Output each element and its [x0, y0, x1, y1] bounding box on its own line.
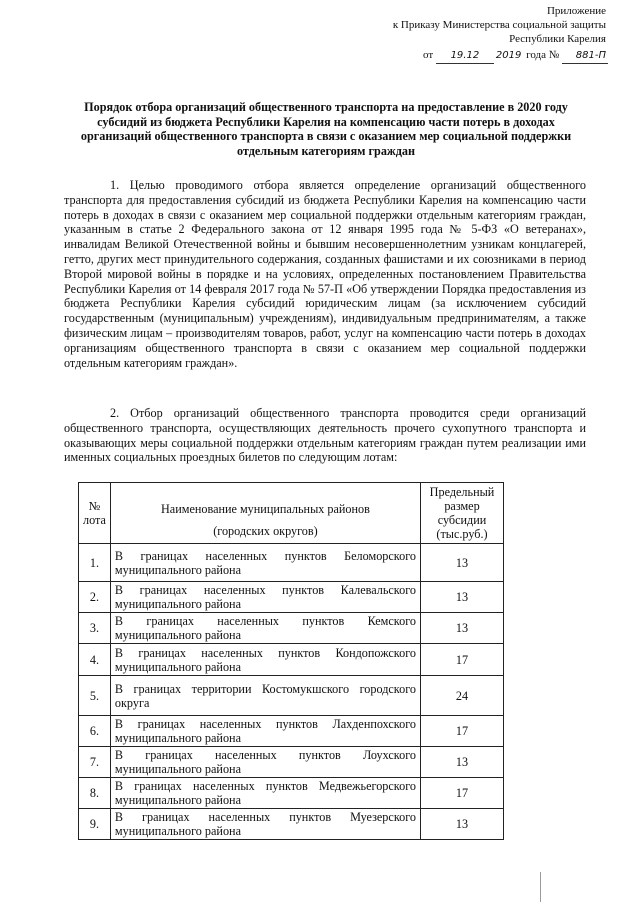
date-year: 2019	[495, 50, 522, 61]
lot-number: 5.	[79, 676, 111, 716]
handwritten-order-number: 881-П	[562, 49, 608, 64]
district-name: В границах населенных пунктов Калевальского муниципального района	[110, 582, 420, 613]
table-header-row	[79, 483, 504, 544]
subsidy-value: 13	[421, 582, 504, 613]
table-row	[79, 809, 504, 840]
table-row	[79, 544, 504, 582]
table-row	[79, 582, 504, 613]
table-row	[79, 613, 504, 644]
lot-number: 7.	[79, 747, 111, 778]
table-row	[79, 716, 504, 747]
district-name: В границах населенных пунктов Кемского муниципального района	[110, 613, 420, 644]
document-title: Порядок отбора организаций общественного транспорта на предоставление в 2020 году субсидий из бюджета Республики Карелия на компенсацию части потерь в доходах организаций общественного транспорта в связи с оказанием мер социальной поддержки отдельным категориям граждан	[80, 100, 572, 158]
subsidy-value: 17	[421, 778, 504, 809]
lot-number: 2.	[79, 582, 111, 613]
lot-number: 4.	[79, 644, 111, 676]
lot-number: 3.	[79, 613, 111, 644]
subsidy-value: 13	[421, 613, 504, 644]
handwritten-date: 19.12	[436, 49, 494, 64]
header-date-line	[423, 48, 608, 64]
column-header-subsidy: Предельный размер субсидии (тыс.руб.)	[421, 483, 504, 544]
lot-number: 9.	[79, 809, 111, 840]
scan-artifact-line	[540, 872, 541, 902]
column-header-district-line1: Наименование муниципальных районов	[161, 502, 370, 516]
column-header-district	[110, 483, 420, 544]
date-prefix: от	[422, 49, 434, 61]
lot-number: 1.	[79, 544, 111, 582]
date-suffix: года №	[526, 49, 560, 61]
subsidy-value: 24	[421, 676, 504, 716]
table-row	[79, 644, 504, 676]
header-republic: Республики Карелия	[509, 33, 606, 45]
paragraph-2: 2. Отбор организаций общественного транспорта проводится среди организаций общественного транспорта, осуществляющих деятельность прочего сухопутного транспорта и оказывающих меры социальной поддержки отдельным категориям граждан путем реализации ими именных социальных проездных билетов по следующим лотам:	[64, 406, 586, 465]
column-header-lot-number	[79, 483, 111, 544]
lot-number: 8.	[79, 778, 111, 809]
column-header-lot-number-line2: лота	[83, 513, 106, 527]
district-name: В границах населенных пунктов Лахденпохского муниципального района	[110, 716, 420, 747]
lot-number: 6.	[79, 716, 111, 747]
district-name: В границах населенных пунктов Медвежьегорского муниципального района	[110, 778, 420, 809]
header-appendix: Приложение	[546, 5, 606, 17]
district-name: В границах населенных пунктов Кондопожского муниципального района	[110, 644, 420, 676]
subsidy-value: 17	[421, 716, 504, 747]
column-header-district-line2: (городских округов)	[213, 524, 318, 538]
table-row	[79, 778, 504, 809]
subsidy-value: 13	[421, 747, 504, 778]
table-row	[79, 747, 504, 778]
table-row	[79, 676, 504, 716]
district-name: В границах населенных пунктов Муезерского муниципального района	[110, 809, 420, 840]
subsidy-value: 13	[421, 809, 504, 840]
district-name: В границах территории Костомукшского городского округа	[110, 676, 420, 716]
subsidy-value: 17	[421, 644, 504, 676]
district-name: В границах населенных пунктов Беломорского муниципального района	[110, 544, 420, 582]
district-name: В границах населенных пунктов Лоухского муниципального района	[110, 747, 420, 778]
lots-table	[78, 482, 504, 840]
subsidy-value: 13	[421, 544, 504, 582]
column-header-lot-number-line1: №	[88, 499, 101, 513]
paragraph-1: 1. Целью проводимого отбора является определение организаций общественного транспорта для предоставления субсидий из бюджета Республики Карелия на компенсацию части потерь в доходах в связи с оказанием мер социальной поддержки отдельным категориям граждан, указанным в статье 2 Федерального закона от 12 января 1995 года № 5-ФЗ «О ветеранах», инвалидам Великой Отечественной войны и бывшим несовершеннолетним узникам концлагерей, гетто, других мест принудительного содержания, созданных фашистами и их союзниками в период Второй мировой войны в порядке и на условиях, определенных постановлением Правительства Республики Карелия от 14 февраля 2017 года № 57-П «Об утверждении Порядка предоставления из бюджета Республики Карелия субсидий юридическим лицам (за исключением субсидий государственным (муниципальным) учреждениям), индивидуальным предпринимателям, а также физическим лицам – производителям товаров, работ, услуг на компенсацию части потерь в доходах организациям общественного транспорта в связи с оказанием мер социальной поддержки отдельным категориям граждан».	[64, 178, 586, 370]
header-order-ref: к Приказу Министерства социальной защиты	[392, 19, 606, 31]
